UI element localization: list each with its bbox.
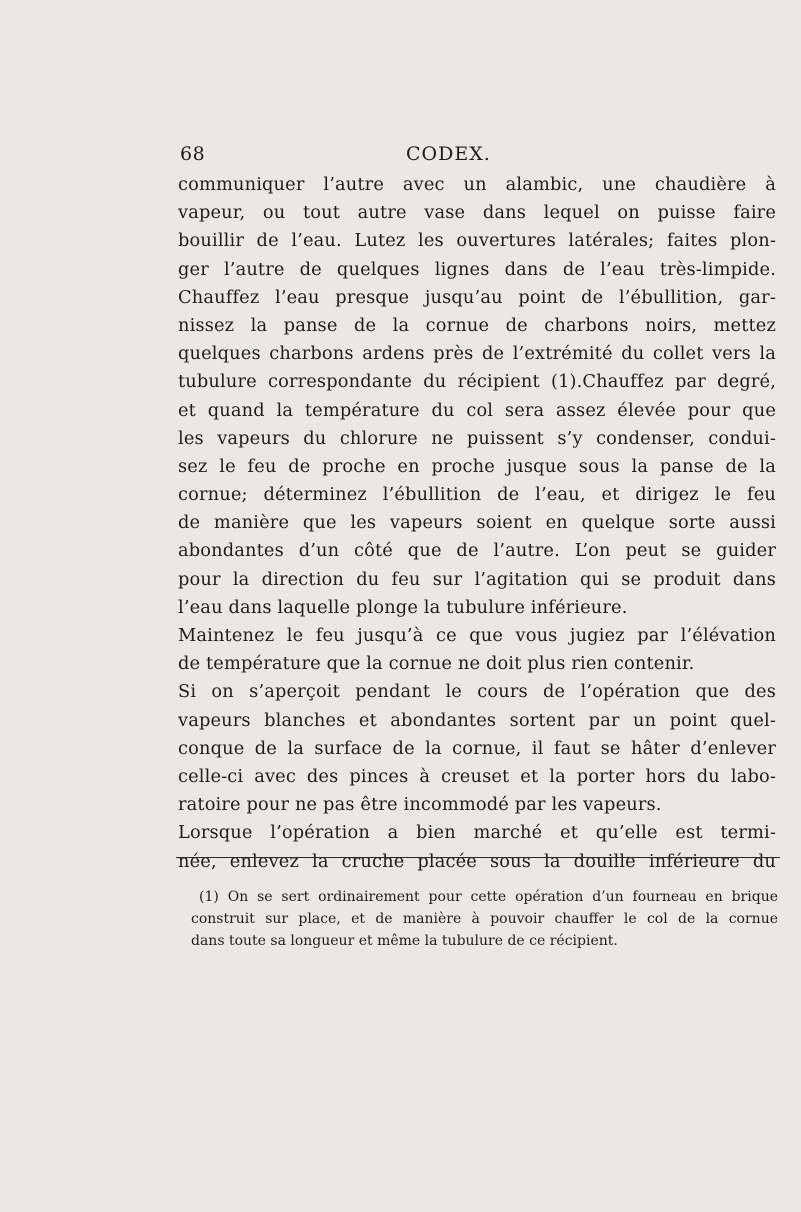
text-line: de température que la cornue ne doit plus rien contenir. <box>178 653 695 675</box>
text-line: née, enlevez la cruche placée sous la douille inférieure du <box>178 850 776 872</box>
text-line: l’eau dans laquelle plonge la tubulure inférieure. <box>178 596 628 618</box>
text-line: de manière que les vapeurs soient en quelque sorte aussi <box>178 512 776 534</box>
text-line: ger l’autre de quelques lignes dans de l’eau très-limpide. <box>178 258 776 280</box>
text-line: vapeur, ou tout autre vase dans lequel on puisse faire <box>178 202 776 224</box>
footnote <box>191 886 778 952</box>
text-line: vapeurs blanches et abondantes sortent par un point quel- <box>178 709 776 731</box>
footnote-divider <box>176 857 780 858</box>
text-line: ratoire pour ne pas être incommodé par les vapeurs. <box>178 794 662 816</box>
text-line: communiquer l’autre avec un alambic, une chaudière à <box>178 174 776 195</box>
footnote-line: construit sur place, et de manière à pouvoir chauffer le col de la cornue <box>191 911 778 927</box>
text-line: Chauffez l’eau presque jusqu’au point de l’ébullition, gar- <box>178 286 776 308</box>
footnote-line: dans toute sa longueur et même la tubulure de ce récipient. <box>191 933 618 949</box>
text-line: Si on s’aperçoit pendant le cours de l’opération que des <box>178 681 776 703</box>
body-text <box>178 171 776 876</box>
text-line: bouillir de l’eau. Lutez les ouvertures latérales; faites plon- <box>178 230 776 252</box>
text-line: sez le feu de proche en proche jusque sous la panse de la <box>178 455 776 477</box>
text-line: et quand la température du col sera assez élevée pour que <box>178 399 776 421</box>
text-line: nissez la panse de la cornue de charbons noirs, mettez <box>178 314 776 336</box>
text-line: Lorsque l’opération a bien marché et qu’elle est termi- <box>178 822 776 844</box>
text-line: cornue; déterminez l’ébullition de l’eau, et dirigez le feu <box>178 484 776 506</box>
text-line: abondantes d’un côté que de l’autre. L’on peut se guider <box>178 540 776 562</box>
footnote-line: (1) On se sert ordinairement pour cette opération d’un fourneau en brique <box>199 889 778 905</box>
page-number: 68 <box>180 143 206 165</box>
text-line: pour la direction du feu sur l’agitation qui se produit dans <box>178 568 776 590</box>
running-head <box>180 143 780 167</box>
text-line: quelques charbons ardens près de l’extrémité du collet vers la <box>178 343 776 365</box>
text-line: tubulure correspondante du récipient (1).Chauffez par degré, <box>178 371 776 393</box>
running-title: CODEX. <box>406 143 491 165</box>
text-line: conque de la surface de la cornue, il faut se hâter d’enlever <box>178 737 776 759</box>
text-line: Maintenez le feu jusqu’à ce que vous jugiez par l’élévation <box>178 625 776 646</box>
text-line: les vapeurs du chlorure ne puissent s’y condenser, condui- <box>178 427 776 449</box>
text-line: celle-ci avec des pinces à creuset et la porter hors du labo- <box>178 765 776 787</box>
